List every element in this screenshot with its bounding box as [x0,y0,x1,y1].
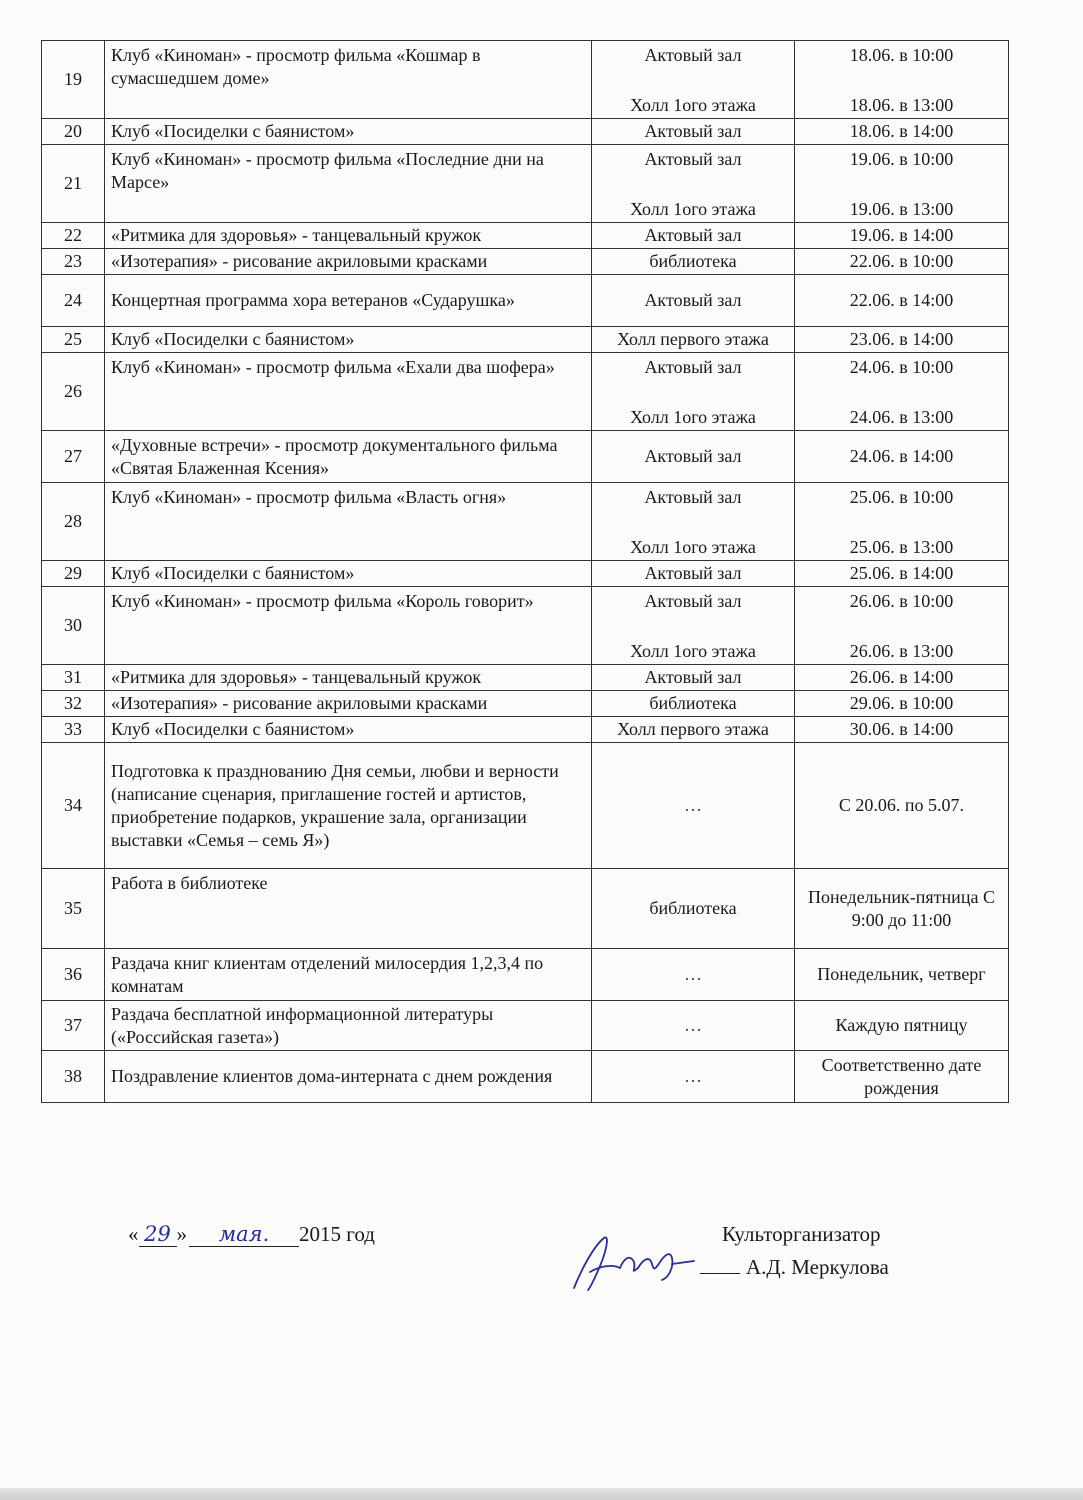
event-place: Актовый зал [592,119,795,145]
table-row [42,249,1009,275]
row-number: 28 [42,483,105,561]
row-number: 31 [42,665,105,691]
signature-blank [700,1253,740,1274]
date-first: 24.06. в 10:00 [849,357,954,377]
event-title: Концертная программа хора ветеранов «Сударушка» [105,275,592,327]
row-number: 23 [42,249,105,275]
event-title: «Духовные встречи» - просмотр документального фильма «Святая Блаженная Ксения» [105,431,592,483]
event-date: 25.06. в 14:00 [795,561,1009,587]
date-first: 25.06. в 10:00 [849,487,954,507]
row-number: 33 [42,717,105,743]
table-row [42,561,1009,587]
table-row [42,327,1009,353]
event-date [795,145,1009,223]
row-number: 24 [42,275,105,327]
event-date: Понедельник-пятница С 9:00 до 11:00 [795,869,1009,949]
handwritten-signature [560,1228,720,1298]
event-place: … [592,1051,795,1103]
place-second: Холл 1ого этажа [630,641,756,661]
handwritten-month: мая. [189,1222,299,1247]
place-first: Актовый зал [644,149,742,169]
event-place: Актовый зал [592,275,795,327]
table-row [42,869,1009,949]
table-row [42,223,1009,249]
row-number: 26 [42,353,105,431]
event-title: Клуб «Киноман» - просмотр фильма «Король говорит» [105,587,592,665]
event-date: С 20.06. по 5.07. [795,743,1009,869]
event-date: 23.06. в 14:00 [795,327,1009,353]
event-date [795,587,1009,665]
event-place: Актовый зал [592,665,795,691]
event-place: Актовый зал [592,561,795,587]
event-title: Клуб «Киноман» - просмотр фильма «Последние дни на Марсе» [105,145,592,223]
event-date: 26.06. в 14:00 [795,665,1009,691]
row-number: 36 [42,949,105,1001]
place-second: Холл 1ого этажа [630,95,756,115]
row-number: 20 [42,119,105,145]
table-row [42,119,1009,145]
row-number: 38 [42,1051,105,1103]
table-row [42,587,1009,665]
event-title: Подготовка к празднованию Дня семьи, любви и верности (написание сценария, приглашение гостей и артистов, приобретение подарков, украшение зала, организации выставки «Семья – семь Я») [105,743,592,869]
event-title: Клуб «Киноман» - просмотр фильма «Власть огня» [105,483,592,561]
row-number: 37 [42,1001,105,1051]
place-second: Холл 1ого этажа [630,407,756,427]
event-place [592,41,795,119]
date-second: 18.06. в 13:00 [849,95,954,115]
table-row [42,665,1009,691]
place-first: Актовый зал [644,591,742,611]
place-first: Актовый зал [644,487,742,507]
event-date: Каждую пятницу [795,1001,1009,1051]
place-first: Актовый зал [644,45,742,65]
signer-name: А.Д. Меркулова [746,1255,889,1279]
table-row [42,743,1009,869]
event-place: Холл первого этажа [592,717,795,743]
event-title: Клуб «Посиделки с баянистом» [105,717,592,743]
table-row [42,275,1009,327]
row-number: 32 [42,691,105,717]
event-place: Актовый зал [592,431,795,483]
event-title: «Ритмика для здоровья» - танцевальный кружок [105,665,592,691]
event-date [795,353,1009,431]
schedule-table [41,40,1009,1103]
event-date: 30.06. в 14:00 [795,717,1009,743]
event-date: Соответственно дате рождения [795,1051,1009,1103]
table-row [42,145,1009,223]
year-text: 2015 год [299,1222,375,1246]
document-date [128,1222,375,1247]
place-second: Холл 1ого этажа [630,537,756,557]
event-date: 19.06. в 14:00 [795,223,1009,249]
table-row [42,717,1009,743]
event-title: Клуб «Киноман» - просмотр фильма «Ехали два шофера» [105,353,592,431]
table-row [42,431,1009,483]
event-title: Клуб «Посиделки с баянистом» [105,561,592,587]
event-place: библиотека [592,249,795,275]
event-place [592,483,795,561]
event-date: 22.06. в 14:00 [795,275,1009,327]
event-title: «Ритмика для здоровья» - танцевальный кружок [105,223,592,249]
event-date: Понедельник, четверг [795,949,1009,1001]
event-place: библиотека [592,869,795,949]
row-number: 35 [42,869,105,949]
event-place [592,145,795,223]
event-title: Поздравление клиентов дома-интерната с днем рождения [105,1051,592,1103]
row-number: 22 [42,223,105,249]
event-place: Актовый зал [592,223,795,249]
row-number: 29 [42,561,105,587]
event-title: «Изотерапия» - рисование акриловыми красками [105,249,592,275]
scan-edge [0,1488,1083,1500]
date-second: 19.06. в 13:00 [849,199,954,219]
table-row [42,483,1009,561]
event-date: 29.06. в 10:00 [795,691,1009,717]
date-first: 18.06. в 10:00 [849,45,954,65]
event-title: Работа в библиотеке [105,869,592,949]
date-second: 25.06. в 13:00 [849,537,954,557]
quote-close: » [176,1222,187,1246]
date-second: 26.06. в 13:00 [849,641,954,661]
table-row [42,1051,1009,1103]
date-first: 26.06. в 10:00 [849,591,954,611]
table-row [42,1001,1009,1051]
event-title: Раздача книг клиентам отделений милосердия 1,2,3,4 по комнатам [105,949,592,1001]
handwritten-day: 29 [139,1222,177,1247]
row-number: 30 [42,587,105,665]
table-row [42,353,1009,431]
event-title: Клуб «Посиделки с баянистом» [105,327,592,353]
table-row [42,691,1009,717]
event-place: библиотека [592,691,795,717]
event-place [592,587,795,665]
row-number: 27 [42,431,105,483]
row-number: 21 [42,145,105,223]
event-place: Холл первого этажа [592,327,795,353]
signer-line [700,1253,889,1280]
signer-role: Культорганизатор [722,1222,881,1246]
row-number: 19 [42,41,105,119]
event-date: 22.06. в 10:00 [795,249,1009,275]
event-date: 18.06. в 14:00 [795,119,1009,145]
event-place: … [592,1001,795,1051]
event-title: Клуб «Посиделки с баянистом» [105,119,592,145]
table-row [42,41,1009,119]
quote-open: « [128,1222,139,1246]
event-date [795,483,1009,561]
event-place [592,353,795,431]
date-second: 24.06. в 13:00 [849,407,954,427]
event-place: … [592,743,795,869]
event-date: 24.06. в 14:00 [795,431,1009,483]
date-first: 19.06. в 10:00 [849,149,954,169]
event-title: «Изотерапия» - рисование акриловыми красками [105,691,592,717]
row-number: 25 [42,327,105,353]
event-date [795,41,1009,119]
event-place: … [592,949,795,1001]
place-second: Холл 1ого этажа [630,199,756,219]
row-number: 34 [42,743,105,869]
table-row [42,949,1009,1001]
event-title: Раздача бесплатной информационной литературы («Российская газета») [105,1001,592,1051]
place-first: Актовый зал [644,357,742,377]
event-title: Клуб «Киноман» - просмотр фильма «Кошмар в сумасшедшем доме» [105,41,592,119]
